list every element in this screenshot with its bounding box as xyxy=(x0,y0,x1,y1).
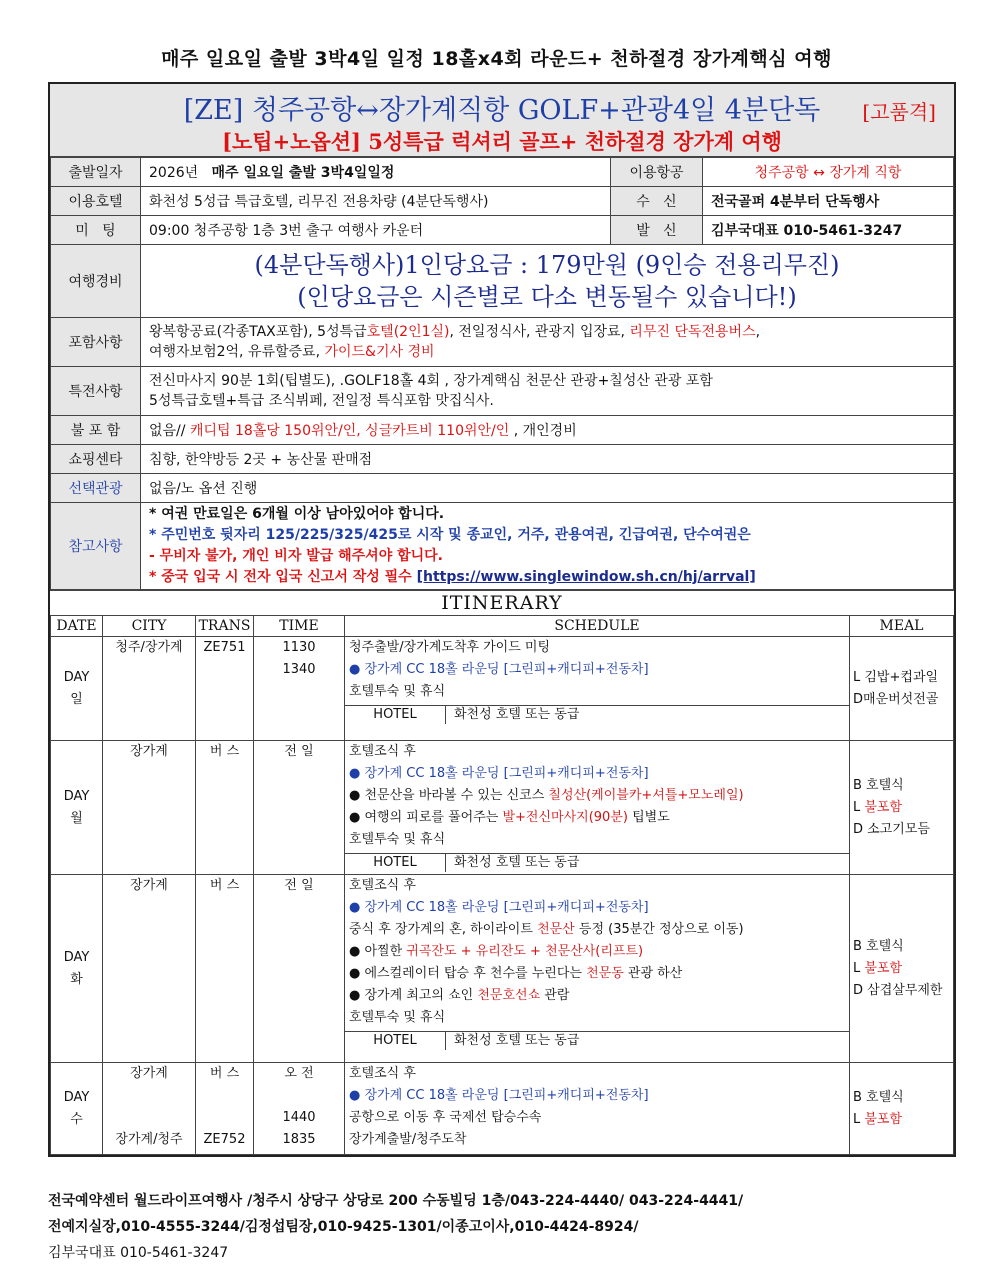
contact-footer xyxy=(48,1188,743,1266)
day-time: 전 일 xyxy=(284,744,314,759)
day-meal xyxy=(853,1109,953,1131)
meal-not-included: 불포함 xyxy=(864,799,903,815)
hotel-row xyxy=(345,705,849,724)
day-trans-cell xyxy=(196,637,254,741)
schedule-highlight: 칠성산(케이블카+셔틀+모노레일) xyxy=(548,788,744,803)
special-line-1: 전신마사지 90분 1회(팁별도), .GOLF18홀 4회 , 장가계핵심 천문산 관광+칠성산 관광 포함 xyxy=(149,373,713,389)
schedule-item xyxy=(345,659,849,681)
schedule-highlight: 천문산 xyxy=(537,922,575,937)
note-4 xyxy=(149,567,945,588)
itinerary-day-row xyxy=(51,637,954,741)
day-city xyxy=(103,659,195,681)
day-city-cell xyxy=(103,1063,196,1155)
schedule-text: 중식 후 장가계의 혼, 하이라이트 xyxy=(349,922,538,937)
footer-line-2: 전예지실장,010-4555-3244/김정섭팀장,010-9425-1301/이종고이사,010-4424-8924/ xyxy=(48,1219,639,1235)
day-meal-cell xyxy=(850,1063,954,1155)
day-trans-cell xyxy=(196,1063,254,1155)
day-date: DAY xyxy=(63,949,90,965)
schedule-item xyxy=(345,897,849,919)
day-date-cell xyxy=(51,637,103,741)
shopping-label: 쇼핑센타 xyxy=(51,445,141,474)
day-date: DAY xyxy=(63,788,90,804)
day-time-cell xyxy=(254,637,345,741)
hotel-value: 화천성 5성급 특급호텔, 리무진 전용차량 (4분단독행사) xyxy=(141,187,611,216)
day-city xyxy=(103,1085,195,1107)
bullet-icon: ● xyxy=(349,944,365,959)
schedule-item xyxy=(345,807,849,829)
day-date: 일 xyxy=(70,691,83,707)
special-label: 특전사항 xyxy=(51,367,141,416)
day-city: 장가계/청주 xyxy=(115,1132,183,1147)
schedule-item xyxy=(345,919,849,941)
day-time-cell xyxy=(254,1063,345,1155)
schedule-item xyxy=(345,829,849,851)
day-trans: 버 스 xyxy=(209,744,240,759)
schedule-text: 장가계 CC 18홀 라운딩 [그린피+캐디피+전동차] xyxy=(364,900,649,915)
hotel-row-value: 화천성 호텔 또는 동급 xyxy=(454,1033,580,1048)
day-trans xyxy=(196,1085,253,1107)
schedule-text: 장가계 CC 18홀 라운딩 [그린피+캐디피+전동차] xyxy=(364,766,649,781)
depart-value xyxy=(141,158,611,187)
cost-value xyxy=(141,245,954,318)
day-city-cell xyxy=(103,637,196,741)
schedule-text: 장가계 CC 18홀 라운딩 [그린피+캐디피+전동차] xyxy=(364,1088,649,1103)
col-city: CITY xyxy=(103,616,196,637)
note-4a: * 중국 입국 시 전자 입국 신고서 작성 필수 xyxy=(149,569,417,585)
day-meal: D매운버섯전골 xyxy=(853,691,939,707)
day-trans-cell xyxy=(196,741,254,875)
sender-value: 김부국대표 010-5461-3247 xyxy=(703,216,954,245)
schedule-text: 장가계 CC 18홀 라운딩 [그린피+캐디피+전동차] xyxy=(364,662,649,677)
day-meal: B 호텔식 xyxy=(853,938,904,954)
schedule-item xyxy=(345,1007,849,1029)
itinerary-title: ITINERARY xyxy=(50,590,954,615)
included-value xyxy=(141,318,954,367)
recipient-label: 수 신 xyxy=(611,187,703,216)
schedule-item xyxy=(345,1085,849,1107)
schedule-text-tail: 관광 하산 xyxy=(623,966,683,981)
meeting-label: 미 팅 xyxy=(51,216,141,245)
day-time: 전 일 xyxy=(284,878,314,893)
day-time xyxy=(254,681,344,703)
schedule-text: 청주출발/장가계도착후 가이드 미팅 xyxy=(349,640,551,655)
day-date: DAY xyxy=(63,1089,90,1105)
day-time: 오 전 xyxy=(284,1066,314,1081)
day-date-cell xyxy=(51,1063,103,1155)
schedule-item xyxy=(345,741,849,763)
included-text-e: , xyxy=(755,324,761,340)
info-table xyxy=(50,157,954,590)
schedule-text: 호텔조식 후 xyxy=(349,1066,416,1081)
schedule-item xyxy=(345,941,849,963)
bullet-icon: ● xyxy=(349,766,365,781)
banner-title-row xyxy=(50,88,954,127)
schedule-text: 호텔투숙 및 휴식 xyxy=(349,1010,446,1025)
meal-not-included: 불포함 xyxy=(864,960,903,976)
itinerary-day-row xyxy=(51,1063,954,1155)
notes-label: 참고사항 xyxy=(51,503,141,590)
day-time: 1340 xyxy=(282,662,316,677)
day-schedule-cell xyxy=(345,741,850,875)
day-city-cell xyxy=(103,741,196,875)
special-line-2: 5성특급호텔+특급 조식뷔페, 전일정 특식포함 맛집식사. xyxy=(149,393,494,409)
shopping-value: 침향, 한약방등 2곳 + 농산물 판매점 xyxy=(141,445,954,474)
cost-line-1: (4분단독행사)1인당요금 : 179만원 (9인승 전용리무진) xyxy=(254,251,840,279)
notes-value xyxy=(141,503,954,590)
depart-year: 2026년 xyxy=(149,165,199,181)
included-guide: 가이드&기사 경비 xyxy=(324,344,435,360)
footer-line-1: 전국예약센터 월드라이프여행사 /청주시 상당구 상당로 200 수동빌딩 1층/043-224-4440/ 043-224-4441/ xyxy=(48,1193,744,1209)
note-1a: * 여권 만료일은 xyxy=(149,506,253,522)
day-date: 월 xyxy=(70,810,83,826)
option-label: 선택관광 xyxy=(51,474,141,503)
bullet-icon: ● xyxy=(349,662,365,677)
note-1 xyxy=(149,504,945,525)
col-time: TIME xyxy=(254,616,345,637)
day-date: 수 xyxy=(70,1111,83,1127)
itinerary-table xyxy=(50,615,954,1155)
bullet-icon: ● xyxy=(349,900,365,915)
hotel-row-value: 화천성 호텔 또는 동급 xyxy=(454,707,580,722)
schedule-item xyxy=(345,785,849,807)
recipient-value: 전국골퍼 4분부터 단독행사 xyxy=(703,187,954,216)
schedule-highlight: 천문동 xyxy=(586,966,624,981)
included-hotel: 호텔(2인1실) xyxy=(366,324,450,340)
airline-value: 청주공항 ↔ 장가계 직항 xyxy=(703,158,954,187)
hotel-row-label: HOTEL xyxy=(345,854,446,872)
cost-label: 여행경비 xyxy=(51,245,141,318)
note-3: - 무비자 불가, 개인 비자 발급 해주셔야 합니다. xyxy=(149,548,443,564)
day-meal: D 소고기모듬 xyxy=(853,821,930,837)
hotel-row xyxy=(345,1031,849,1050)
included-text-a: 왕복항공료(각종TAX포함), 5성특급 xyxy=(149,324,367,340)
day-city: 장가계 xyxy=(130,878,168,893)
day-meal xyxy=(853,958,953,980)
sender-label: 발 신 xyxy=(611,216,703,245)
day-trans xyxy=(196,659,253,681)
day-city: 장가계 xyxy=(130,744,168,759)
schedule-highlight: 발+전신마사지(90분) xyxy=(502,810,628,825)
excluded-label: 불 포 함 xyxy=(51,416,141,445)
day-meal: D 삼겹살무제한 xyxy=(853,982,943,998)
hotel-row-label: HOTEL xyxy=(345,1032,446,1050)
schedule-text: 호텔투숙 및 휴식 xyxy=(349,684,446,699)
day-meal: B 호텔식 xyxy=(853,1089,904,1105)
schedule-item xyxy=(345,963,849,985)
bullet-icon: ● xyxy=(349,1088,365,1103)
depart-label: 출발일자 xyxy=(51,158,141,187)
excluded-caddie: 캐디팁 18홀당 150위안/인, 싱글카트비 110위안/인 xyxy=(189,423,510,439)
schedule-text: 호텔투숙 및 휴식 xyxy=(349,832,446,847)
depart-schedule: 매주 일요일 출발 3박4일일정 xyxy=(211,165,395,181)
day-trans-cell xyxy=(196,875,254,1063)
day-city: 장가계 xyxy=(130,1066,168,1081)
day-city-cell xyxy=(103,875,196,1063)
day-meal-cell xyxy=(850,875,954,1063)
day-trans: ZE752 xyxy=(203,1132,246,1147)
schedule-item xyxy=(345,637,849,659)
col-date: DATE xyxy=(51,616,103,637)
day-date-cell xyxy=(51,741,103,875)
schedule-highlight: 천문호선쇼 xyxy=(477,988,541,1003)
itinerary-day-row xyxy=(51,875,954,1063)
day-meal-cell xyxy=(850,637,954,741)
hotel-row-value: 화천성 호텔 또는 동급 xyxy=(454,855,580,870)
schedule-item xyxy=(345,1129,849,1151)
day-date: DAY xyxy=(63,669,90,685)
schedule-text-tail: 등정 (35분간 정상으로 이동) xyxy=(574,922,744,937)
bullet-icon: ● xyxy=(349,966,365,981)
schedule-text: 공항으로 이동 후 국제선 탑승수속 xyxy=(349,1110,542,1125)
schedule-text: 여행의 피로를 풀어주는 xyxy=(364,810,503,825)
bullet-icon: ● xyxy=(349,788,365,803)
schedule-item xyxy=(345,681,849,703)
col-meal: MEAL xyxy=(850,616,954,637)
hotel-label: 이용호텔 xyxy=(51,187,141,216)
schedule-item xyxy=(345,1107,849,1129)
included-text-f: 여행자보험2억, 유류할증료, xyxy=(149,344,325,360)
excluded-text-a: 없음// xyxy=(149,423,190,439)
day-schedule-cell xyxy=(345,875,850,1063)
airline-label: 이용항공 xyxy=(611,158,703,187)
day-schedule-cell xyxy=(345,637,850,741)
day-date: 화 xyxy=(70,971,83,987)
included-label: 포함사항 xyxy=(51,318,141,367)
premium-badge: [고품격] xyxy=(862,100,936,124)
day-schedule-cell xyxy=(345,1063,850,1155)
excluded-value xyxy=(141,416,954,445)
cost-line-2: (인당요금은 시즌별로 다소 변동될수 있습니다!) xyxy=(297,283,797,311)
day-time-cell xyxy=(254,741,345,875)
banner-title: [ZE] 청주공항↔장가계직항 GOLF+관광4일 4분단독 xyxy=(183,95,821,126)
schedule-item xyxy=(345,763,849,785)
schedule-item xyxy=(345,985,849,1007)
note-1b: 6개월 이상 남아있어야 합니다. xyxy=(252,506,445,522)
schedule-text: 천문산을 바라볼 수 있는 신코스 xyxy=(364,788,549,803)
note-2: * 주민번호 뒷자리 125/225/325/425로 시작 및 종교인, 거주, 관용여권, 긴급여권, 단수여권은 xyxy=(149,527,751,543)
day-trans xyxy=(196,681,253,703)
schedule-text: 아찔한 xyxy=(364,944,407,959)
hotel-row xyxy=(345,853,849,872)
bullet-icon: ● xyxy=(349,988,365,1003)
day-trans: 버 스 xyxy=(209,878,240,893)
banner-subtitle: [노팁+노옵션] 5성특급 럭셔리 골프+ 천하절경 장가계 여행 xyxy=(222,129,782,154)
day-trans xyxy=(196,1107,253,1129)
meal-prefix: L xyxy=(853,799,865,815)
tour-document xyxy=(48,82,956,1157)
hotel-row-label: HOTEL xyxy=(345,706,446,724)
day-time-cell xyxy=(254,875,345,1063)
schedule-text: 에스컬레이터 탑승 후 천수를 누린다는 xyxy=(364,966,587,981)
col-trans: TRANS xyxy=(196,616,254,637)
meal-not-included: 불포함 xyxy=(864,1111,903,1127)
day-city: 청주/장가계 xyxy=(115,640,183,655)
special-value xyxy=(141,367,954,416)
meeting-value: 09:00 청주공항 1층 3번 출구 여행사 카운터 xyxy=(141,216,611,245)
day-time: 1440 xyxy=(282,1110,316,1125)
schedule-text: 호텔조식 후 xyxy=(349,744,416,759)
day-trans: 버 스 xyxy=(209,1066,240,1081)
included-limo: 리무진 단독전용버스 xyxy=(629,324,756,340)
day-date-cell xyxy=(51,875,103,1063)
bullet-icon: ● xyxy=(349,810,365,825)
tour-banner xyxy=(50,84,954,157)
day-time: 1130 xyxy=(282,640,316,655)
itinerary-day-row xyxy=(51,741,954,875)
day-meal: B 호텔식 xyxy=(853,777,904,793)
day-trans: ZE751 xyxy=(203,640,246,655)
day-meal: L 김밥+컵과일 xyxy=(853,669,939,685)
entry-form-link[interactable]: [https://www.singlewindow.sh.cn/hj/arrval] xyxy=(416,569,756,585)
day-city xyxy=(103,681,195,703)
day-city xyxy=(103,1107,195,1129)
day-meal-cell xyxy=(850,741,954,875)
excluded-text-c: , 개인경비 xyxy=(509,423,577,439)
schedule-text: 장가계출발/청주도착 xyxy=(349,1132,467,1147)
schedule-item xyxy=(345,1063,849,1085)
page-heading: 매주 일요일 출발 3박4일 일정 18홀x4회 라운드+ 천하절경 장가계핵심 여행 xyxy=(161,48,832,70)
schedule-item xyxy=(345,875,849,897)
meal-prefix: L xyxy=(853,1111,865,1127)
schedule-highlight: 귀곡잔도 + 유리잔도 + 천문산사(리프트) xyxy=(406,944,644,959)
schedule-text-tail: 팁별도 xyxy=(627,810,670,825)
footer-line-3: 김부국대표 010-5461-3247 xyxy=(48,1245,229,1261)
schedule-text-tail: 관람 xyxy=(540,988,570,1003)
schedule-text: 호텔조식 후 xyxy=(349,878,416,893)
day-time: 1835 xyxy=(282,1132,316,1147)
schedule-text: 장가계 최고의 쇼인 xyxy=(364,988,478,1003)
meal-prefix: L xyxy=(853,960,865,976)
option-value: 없음/노 옵션 진행 xyxy=(141,474,954,503)
day-meal xyxy=(853,797,953,819)
col-schedule: SCHEDULE xyxy=(345,616,850,637)
included-text-c: , 전일정식사, 관광지 입장료, xyxy=(449,324,630,340)
day-time xyxy=(254,1085,344,1107)
